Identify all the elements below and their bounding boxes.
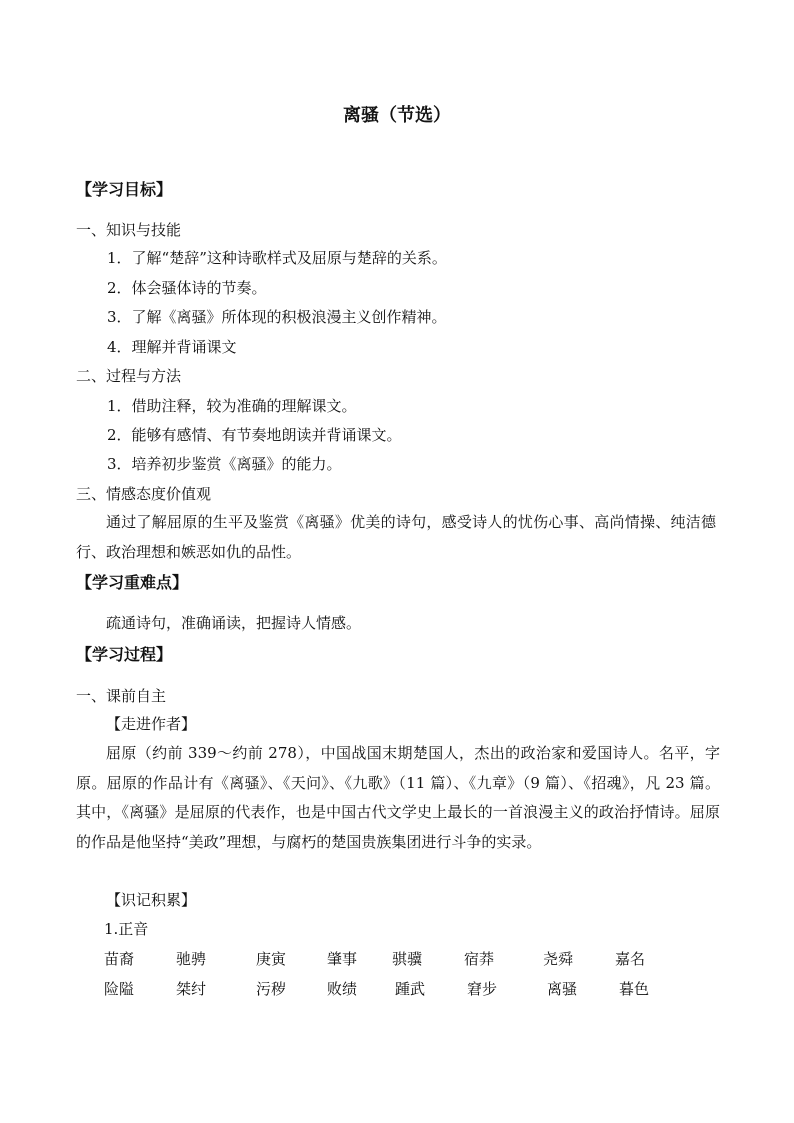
pron-word: 踵武 (395, 980, 426, 998)
process-heading: 一、课前自主 (76, 687, 167, 705)
pron-word: 离骚 (547, 980, 578, 998)
pron-word: 肇事 (327, 950, 358, 968)
key-text: 疏通诗句，准确诵读，把握诗人情感。 (106, 614, 362, 632)
goal1-heading: 一、知识与技能 (76, 221, 182, 239)
pron-word: 驰骋 (176, 950, 207, 968)
pron-word: 嘉名 (615, 950, 646, 968)
page-title: 离骚（节选） (343, 105, 451, 126)
pron-word: 窘步 (467, 980, 498, 998)
section-process-heading: 【学习过程】 (76, 645, 173, 664)
goal1-item: 3．了解《离骚》所体现的积极浪漫主义创作精神。 (107, 308, 447, 326)
pron-heading: 1.正音 (104, 920, 149, 938)
pron-word: 污秽 (256, 980, 287, 998)
accum-heading: 【识记积累】 (106, 891, 197, 909)
pron-word: 险隘 (104, 980, 135, 998)
pron-word: 尧舜 (543, 950, 574, 968)
pron-word: 庚寅 (256, 950, 287, 968)
pron-word: 暮色 (619, 980, 650, 998)
goal2-item: 3．培养初步鉴赏《离骚》的能力。 (107, 455, 342, 473)
section-key-heading: 【学习重难点】 (76, 573, 189, 592)
author-heading: 【走进作者】 (106, 715, 197, 733)
pron-word: 败绩 (327, 980, 358, 998)
section-goals-heading: 【学习目标】 (76, 180, 173, 199)
pron-word: 桀纣 (176, 980, 207, 998)
pron-word: 骐骥 (392, 950, 423, 968)
goal3-heading: 三、情感态度价值观 (76, 485, 212, 503)
goal1-item: 4．理解并背诵课文 (107, 338, 237, 356)
goal1-item: 1．了解“楚辞”这种诗歌样式及屈原与楚辞的关系。 (107, 249, 447, 267)
goal1-item: 2．体会骚体诗的节奏。 (107, 279, 267, 297)
pron-word: 宿莽 (464, 950, 495, 968)
pron-word: 苗裔 (104, 950, 135, 968)
goal2-item: 1．借助注释，较为准确的理解课文。 (107, 397, 357, 415)
author-text: 屈原（约前 339～约前 278），中国战国末期楚国人，杰出的政治家和爱国诗人。名平，字原。屈原的作品计有《离骚》、《天问》、《九歌》（11 篇）、《九章》（9 篇）、《招魂》，凡 23 篇。其中，《离骚》是屈原的代表作，也是中国古代文学史上最长的一首浪漫主义的政治抒情诗。屈原的作品是他坚持“美政”理想，与腐朽的楚国贵族集团进行斗争的实录。 (76, 744, 720, 851)
goal2-heading: 二、过程与方法 (76, 367, 182, 385)
goal3-text: 通过了解屈原的生平及鉴赏《离骚》优美的诗句，感受诗人的忧伤心事、高尚情操、纯洁德行、政治理想和嫉恶如仇的品性。 (76, 513, 716, 561)
goal2-item: 2．能够有感情、有节奏地朗读并背诵课文。 (107, 426, 402, 444)
